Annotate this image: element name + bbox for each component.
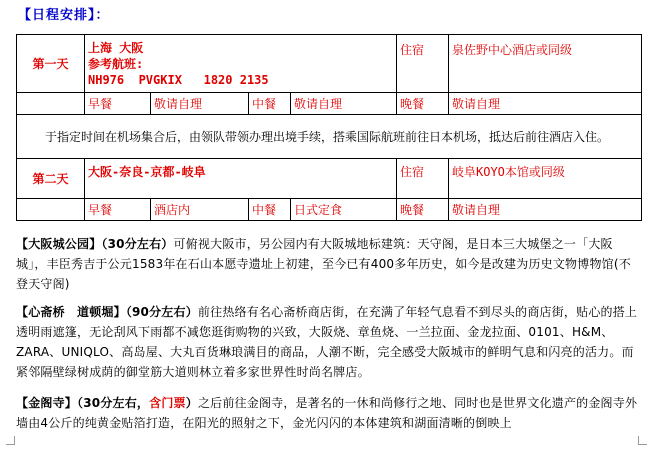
page-corner-left xyxy=(6,436,15,445)
day2-info-row xyxy=(17,159,642,199)
day1-label: 第一天 xyxy=(17,35,85,93)
attraction-kinkakuji xyxy=(16,393,641,433)
attraction-osaka-castle xyxy=(16,234,641,294)
schedule-title: 【日程安排】： xyxy=(18,8,110,23)
day2-lunch: 日式定食 xyxy=(291,199,397,221)
attraction-text: 可俯视大阪市，另公园内有大阪城地标建筑：天守阁，是日本三大城堡之一「大阪城」，丰臣秀吉于公元1583年在石山本愿寺遗址上初建，至今已有400多年历史，如今是改建为历史文物博物馆(不登天守阁) xyxy=(16,237,631,291)
day1-desc-row xyxy=(17,115,642,159)
day1-description: 于指定时间在机场集合后，由领队带领办理出境手续，搭乘国际航班前往日本机场，抵达后前往酒店入住。 xyxy=(17,115,642,159)
day1-route: 上海 大阪 xyxy=(88,40,144,55)
day2-label: 第二天 xyxy=(17,159,85,199)
attraction-name: 【心斋桥 道顿堀】 xyxy=(16,305,126,319)
itinerary-table xyxy=(16,34,642,221)
attraction-duration: （90分左右） xyxy=(125,305,198,319)
attraction-text: 前往热络有名心斋桥商店街，在充满了年轻气息看不到尽头的商店街，贴心的搭上透明雨遮篷，无论刮风下雨都不减您逛街购物的兴致，大阪烧、章鱼烧、一兰拉面、金龙拉面、0101、H&M、ZARA、UNIQLO、高岛屋、大丸百货琳琅满目的商品，人潮不断，完全感受大阪城市的鲜明气息和闪亮的活力。而紧邻隔壁绿树成荫的御堂筋大道则林立着多家世界性时尚名牌店。 xyxy=(16,305,638,379)
day2-stay: 岐阜KOYO本馆或同级 xyxy=(449,159,642,199)
attraction-name: 【大阪城公园】 xyxy=(16,237,102,251)
day2-dinner: 敬请自理 xyxy=(449,199,642,221)
day2-dinner-label: 晚餐 xyxy=(397,199,449,221)
day1-breakfast-label: 早餐 xyxy=(85,93,151,115)
day1-info-row xyxy=(17,35,642,93)
attraction-name: 【金阁寺】 xyxy=(16,396,78,410)
page-corner-right xyxy=(638,436,647,445)
attraction-text: 之后前往金阁寺，是著名的一休和尚修行之地、同时也是世界文化遗产的金阁寺外墙由4公斤的纯黄金贴箔打造，在阳光的照射之下，金光闪闪的本体建筑和湖面清晰的倒映上 xyxy=(16,396,638,430)
day1-lunch-label: 中餐 xyxy=(249,93,291,115)
day2-lunch-label: 中餐 xyxy=(249,199,291,221)
attraction-duration-end: ） xyxy=(185,396,198,410)
day1-breakfast: 敬请自理 xyxy=(151,93,249,115)
day1-dinner: 敬请自理 xyxy=(449,93,642,115)
day1-lunch: 敬请自理 xyxy=(291,93,397,115)
attraction-duration: （30分左右） xyxy=(101,237,174,251)
day1-stay-label: 住宿 xyxy=(397,35,449,93)
day2-stay-label: 住宿 xyxy=(397,159,449,199)
attraction-duration: （30分左右， xyxy=(77,396,150,410)
day2-breakfast: 酒店内 xyxy=(151,199,249,221)
day1-flight: NH976 PVGKIX 1820 2135 xyxy=(88,72,269,87)
attraction-shinsaibashi xyxy=(16,302,641,382)
day2-breakfast-label: 早餐 xyxy=(85,199,151,221)
day1-meals-row xyxy=(17,93,642,115)
day1-route-cell xyxy=(85,35,397,93)
day1-dinner-label: 晚餐 xyxy=(397,93,449,115)
day2-route: 大阪-奈良-京都-岐阜 xyxy=(85,159,397,199)
ticket-included: 含门票 xyxy=(149,396,186,410)
day1-flight-label: 参考航班: xyxy=(88,56,144,71)
day1-stay: 泉佐野中心酒店或同级 xyxy=(449,35,642,93)
day2-meals-row xyxy=(17,199,642,221)
